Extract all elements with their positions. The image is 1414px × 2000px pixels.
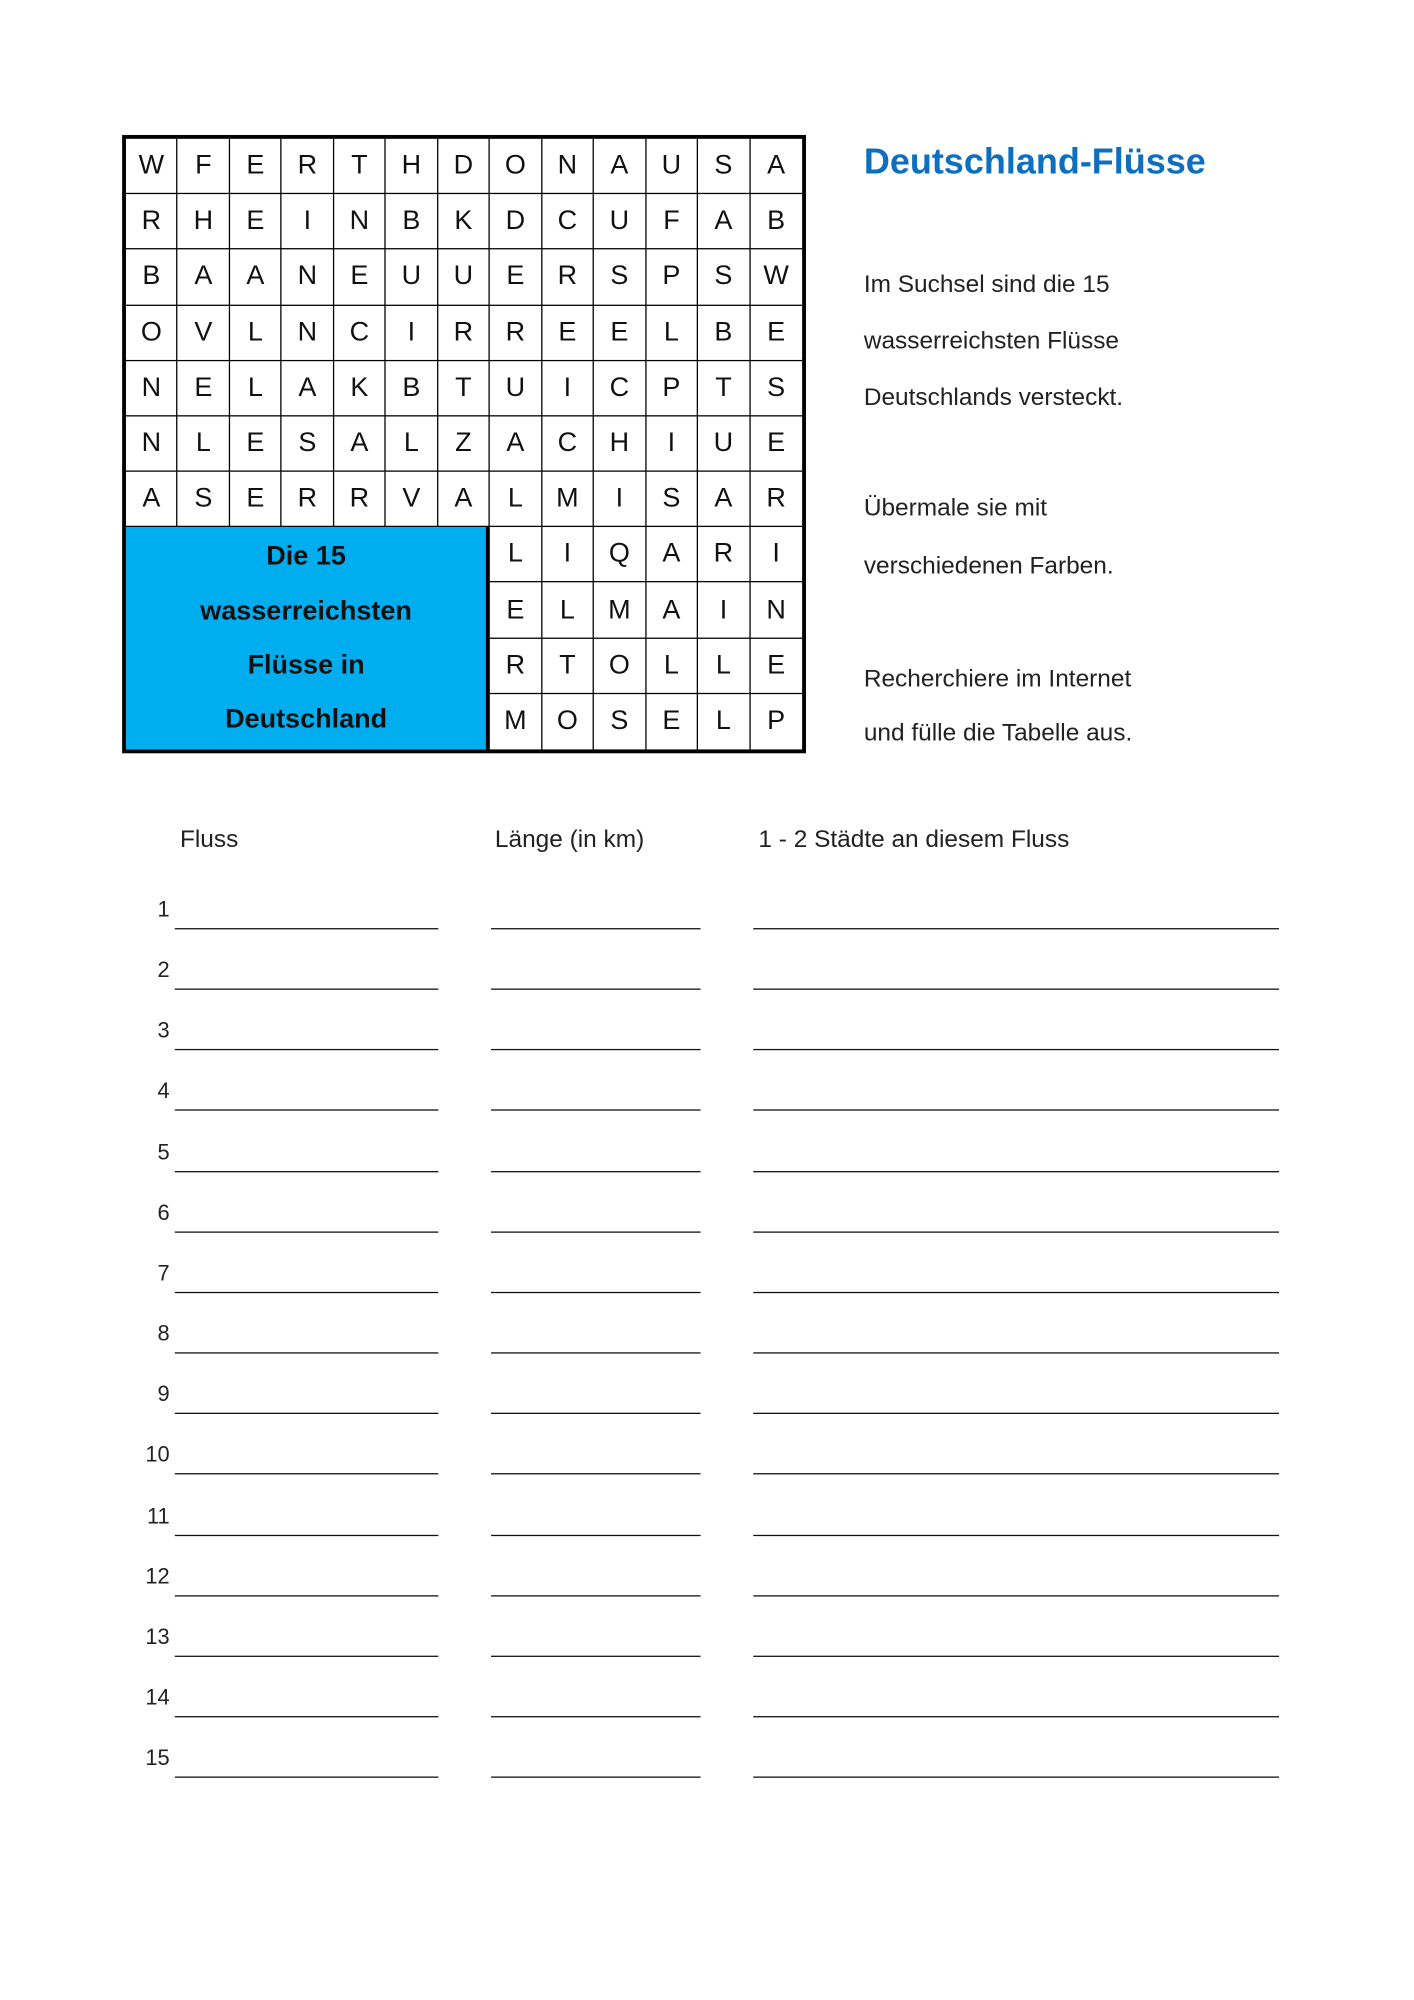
grid-letter-cell[interactable]: I [646, 416, 698, 471]
grid-letter-cell[interactable]: F [646, 194, 698, 250]
grid-letter-cell[interactable]: N [750, 583, 802, 638]
grid-letter-cell[interactable]: L [230, 361, 282, 417]
grid-letter-cell[interactable]: A [282, 361, 334, 417]
cities-answer-line[interactable] [753, 1413, 1279, 1414]
river-answer-line[interactable] [175, 1473, 439, 1474]
grid-letter-cell[interactable]: R [282, 139, 334, 194]
grid-letter-cell[interactable]: B [126, 250, 178, 305]
grid-letter-cell[interactable]: N [282, 250, 334, 305]
grid-letter-cell[interactable]: W [750, 250, 802, 305]
grid-letter-cell[interactable]: R [750, 472, 802, 528]
grid-letter-cell[interactable]: K [334, 361, 386, 417]
grid-letter-cell[interactable]: L [698, 694, 750, 750]
grid-letter-cell[interactable]: S [282, 416, 334, 471]
river-answer-line[interactable] [175, 1716, 439, 1717]
grid-letter-cell[interactable]: I [594, 472, 646, 528]
length-answer-line[interactable] [491, 1716, 701, 1717]
cities-answer-line[interactable] [753, 1231, 1279, 1232]
river-answer-line[interactable] [175, 1352, 439, 1353]
river-answer-line[interactable] [175, 1656, 439, 1657]
grid-letter-cell[interactable]: K [438, 194, 490, 250]
grid-letter-cell[interactable]: E [490, 583, 542, 638]
grid-letter-cell[interactable]: E [750, 416, 802, 471]
intro-line: Im Suchsel sind die 15 [863, 271, 1110, 299]
grid-letter-cell[interactable]: L [490, 472, 542, 528]
river-answer-line[interactable] [175, 1535, 439, 1536]
grid-letter-cell[interactable]: N [126, 416, 178, 471]
row-number: 10 [145, 1442, 170, 1467]
worksheet-title: Deutschland-Flüsse [863, 141, 1206, 182]
grid-letter-cell[interactable]: H [594, 416, 646, 471]
cities-answer-line[interactable] [753, 1595, 1279, 1596]
grid-letter-cell[interactable]: I [282, 194, 334, 250]
grid-letter-cell[interactable]: E [542, 305, 594, 361]
river-answer-line[interactable] [175, 1292, 439, 1293]
grid-letter-cell[interactable]: C [542, 416, 594, 471]
intro-line: Recherchiere im Internet [863, 665, 1132, 693]
row-number: 12 [145, 1564, 170, 1589]
grid-letter-cell[interactable]: O [542, 694, 594, 750]
grid-letter-cell[interactable]: E [230, 416, 282, 471]
length-answer-line[interactable] [491, 1171, 701, 1172]
grid-letter-cell[interactable]: E [230, 472, 282, 528]
legend-line: Deutschland [225, 704, 388, 734]
row-number: 7 [157, 1261, 170, 1286]
grid-letter-cell[interactable]: B [386, 194, 438, 250]
row-number: 6 [157, 1200, 170, 1226]
grid-letter-cell[interactable]: F [178, 139, 230, 194]
grid-letter-cell[interactable]: S [646, 472, 698, 528]
length-answer-line[interactable] [491, 1109, 701, 1110]
grid-letter-cell[interactable]: D [490, 194, 542, 250]
length-answer-line[interactable] [491, 1352, 701, 1353]
river-answer-line[interactable] [175, 1049, 439, 1050]
grid-letter-cell[interactable]: L [178, 416, 230, 471]
grid-letter-cell[interactable]: R [282, 472, 334, 528]
grid-letter-cell[interactable]: A [698, 194, 750, 250]
length-answer-line[interactable] [491, 1473, 701, 1474]
grid-letter-cell[interactable]: N [282, 305, 334, 361]
grid-letter-cell[interactable]: R [490, 305, 542, 361]
grid-letter-cell[interactable]: L [490, 527, 542, 583]
legend-box [126, 527, 490, 749]
grid-letter-cell[interactable]: U [438, 250, 490, 305]
river-answer-line[interactable] [175, 1171, 439, 1172]
grid-letter-cell[interactable]: H [386, 139, 438, 194]
legend-line: Flüsse in [247, 650, 365, 680]
cities-answer-line[interactable] [753, 1049, 1279, 1050]
river-answer-line[interactable] [175, 1776, 439, 1777]
river-answer-line[interactable] [175, 1231, 439, 1232]
cities-answer-line[interactable] [753, 1171, 1279, 1172]
length-answer-line[interactable] [491, 1776, 701, 1777]
grid-letter-cell[interactable]: S [750, 361, 802, 417]
grid-letter-cell[interactable]: U [698, 416, 750, 471]
grid-letter-cell[interactable]: A [490, 416, 542, 471]
grid-letter-cell[interactable]: L [230, 305, 282, 361]
grid-letter-cell[interactable]: S [594, 250, 646, 305]
cities-answer-line[interactable] [753, 1535, 1279, 1536]
river-answer-line[interactable] [175, 989, 439, 990]
grid-letter-cell[interactable]: P [646, 361, 698, 417]
grid-letter-cell[interactable]: S [178, 472, 230, 528]
cities-answer-line[interactable] [753, 989, 1279, 990]
grid-letter-cell[interactable]: C [334, 305, 386, 361]
grid-letter-cell[interactable]: H [178, 194, 230, 250]
grid-letter-cell[interactable]: M [594, 583, 646, 638]
length-answer-line[interactable] [491, 1231, 701, 1232]
grid-letter-cell[interactable]: L [542, 583, 594, 638]
grid-letter-cell[interactable]: A [230, 250, 282, 305]
grid-letter-cell[interactable]: P [767, 706, 786, 736]
legend-line: Die 15 [266, 541, 346, 572]
grid-letter-cell[interactable]: L [698, 638, 750, 694]
intro-line: Deutschlands versteckt. [863, 384, 1124, 412]
grid-letter-cell[interactable]: I [750, 527, 802, 583]
grid-letter-cell[interactable]: A [646, 527, 698, 583]
grid-letter-cell[interactable]: M [490, 694, 542, 750]
river-answer-line[interactable] [175, 928, 439, 929]
grid-letter-cell[interactable]: E [646, 694, 698, 750]
grid-letter-cell[interactable]: U [490, 361, 542, 417]
grid-letter-cell[interactable]: S [594, 694, 646, 750]
length-answer-line[interactable] [491, 1292, 701, 1293]
grid-letter-cell[interactable]: A [126, 472, 178, 528]
length-answer-line[interactable] [491, 1049, 701, 1050]
grid-letter-cell[interactable]: V [386, 472, 438, 528]
grid-letter-cell[interactable]: I [542, 527, 594, 583]
intro-line: Übermale sie mit [863, 494, 1048, 522]
grid-letter-cell[interactable]: W [126, 139, 178, 194]
grid-letter-cell[interactable]: O [490, 139, 542, 194]
grid-letter-cell[interactable]: N [542, 139, 594, 194]
grid-letter-cell[interactable]: L [646, 638, 698, 694]
grid-letter-cell[interactable]: R [126, 194, 178, 250]
cities-answer-line[interactable] [753, 1109, 1279, 1110]
row-number: 3 [157, 1018, 170, 1043]
row-number: 14 [145, 1685, 170, 1710]
grid-letter-cell[interactable]: R [490, 638, 542, 694]
river-answer-line[interactable] [175, 1413, 439, 1414]
grid-letter-cell[interactable]: T [542, 638, 594, 694]
length-answer-line[interactable] [491, 989, 701, 990]
grid-letter-cell[interactable]: T [334, 139, 386, 194]
row-number: 13 [145, 1624, 170, 1650]
grid-letter-cell[interactable]: E [230, 194, 282, 250]
column-header-length: Länge (in km) [494, 826, 645, 854]
row-number: 4 [157, 1078, 170, 1103]
length-answer-line[interactable] [491, 1595, 701, 1596]
grid-letter-cell[interactable]: U [386, 250, 438, 305]
length-answer-line[interactable] [491, 1656, 701, 1657]
row-number: 2 [157, 957, 170, 983]
cities-answer-line[interactable] [753, 1716, 1279, 1717]
intro-line: verschiedenen Farben. [863, 552, 1114, 580]
intro-line: wasserreichsten Flüsse [863, 327, 1120, 355]
column-header-river: Fluss [179, 826, 239, 854]
grid-letter-cell[interactable]: E [594, 305, 646, 361]
grid-letter-cell[interactable]: A [750, 139, 802, 194]
grid-letter-cell[interactable]: I [386, 305, 438, 361]
grid-letter-cell[interactable]: V [178, 305, 230, 361]
grid-letter-cell[interactable]: A [594, 139, 646, 194]
grid-letter-cell[interactable]: O [594, 638, 646, 694]
row-number: 9 [157, 1381, 170, 1407]
grid-letter-cell[interactable]: S [698, 139, 750, 194]
grid-letter-cell[interactable]: I [542, 361, 594, 417]
cities-answer-line[interactable] [753, 1292, 1279, 1293]
grid-letter-cell[interactable]: A [334, 416, 386, 471]
grid-letter-cell[interactable]: C [594, 361, 646, 417]
intro-line: und fülle die Tabelle aus. [863, 719, 1133, 747]
grid-letter-cell[interactable]: T [698, 361, 750, 417]
grid-letter-cell[interactable]: R [334, 472, 386, 528]
grid-letter-cell[interactable]: U [646, 139, 698, 194]
row-number: 11 [146, 1503, 170, 1529]
grid-letter-cell[interactable]: A [178, 250, 230, 305]
grid-letter-cell[interactable]: E [490, 250, 542, 305]
length-answer-line[interactable] [491, 1413, 701, 1414]
grid-letter-cell[interactable]: A [646, 583, 698, 638]
grid-letter-cell[interactable]: A [438, 472, 490, 528]
grid-letter-cell[interactable]: S [698, 250, 750, 305]
grid-letter-cell[interactable]: R [542, 250, 594, 305]
grid-letter-cell[interactable]: O [126, 305, 178, 361]
cities-answer-line[interactable] [753, 1776, 1279, 1777]
grid-letter-cell[interactable]: Q [594, 527, 646, 583]
length-answer-line[interactable] [491, 1535, 701, 1536]
river-answer-line[interactable] [175, 1109, 439, 1110]
grid-letter-cell[interactable]: M [542, 472, 594, 528]
length-answer-line[interactable] [491, 928, 701, 929]
grid-letter-cell[interactable]: A [698, 472, 750, 528]
grid-letter-cell[interactable]: L [386, 416, 438, 471]
cities-answer-line[interactable] [753, 1656, 1279, 1657]
river-answer-line[interactable] [175, 1595, 439, 1596]
row-number: 8 [157, 1321, 170, 1346]
grid-letter-cell[interactable]: E [334, 250, 386, 305]
row-number: 15 [145, 1745, 170, 1771]
grid-letter-cell[interactable]: R [438, 305, 490, 361]
row-number: 1 [157, 897, 170, 922]
grid-letter-cell[interactable]: D [438, 139, 490, 194]
grid-letter-cell[interactable]: B [750, 194, 802, 250]
grid-letter-cell[interactable]: E [750, 305, 802, 361]
grid-letter-cell[interactable]: L [646, 305, 698, 361]
grid-letter-cell[interactable]: P [646, 250, 698, 305]
grid-letter-cell[interactable]: N [334, 194, 386, 250]
grid-letter-cell[interactable]: R [698, 527, 750, 583]
grid-letter-cell[interactable]: B [386, 361, 438, 417]
grid-letter-cell[interactable]: U [594, 194, 646, 250]
grid-letter-cell[interactable]: E [750, 638, 802, 694]
cities-answer-line[interactable] [753, 928, 1279, 929]
grid-letter-cell[interactable]: E [178, 361, 230, 417]
word-search-grid [122, 135, 806, 753]
grid-letter-cell[interactable]: E [230, 139, 282, 194]
grid-letter-cell[interactable]: T [438, 361, 490, 417]
grid-letter-cell[interactable]: C [542, 194, 594, 250]
grid-letter-cell[interactable]: N [126, 361, 178, 417]
cities-answer-line[interactable] [753, 1473, 1279, 1474]
column-header-cities: 1 - 2 Städte an diesem Fluss [758, 826, 1070, 854]
row-number: 5 [157, 1140, 170, 1165]
legend-line: wasserreichsten [200, 595, 412, 626]
cities-answer-line[interactable] [753, 1352, 1279, 1353]
grid-letter-cell[interactable]: I [698, 583, 750, 638]
grid-letter-cell[interactable]: B [698, 305, 750, 361]
grid-letter-cell[interactable]: Z [438, 416, 490, 471]
